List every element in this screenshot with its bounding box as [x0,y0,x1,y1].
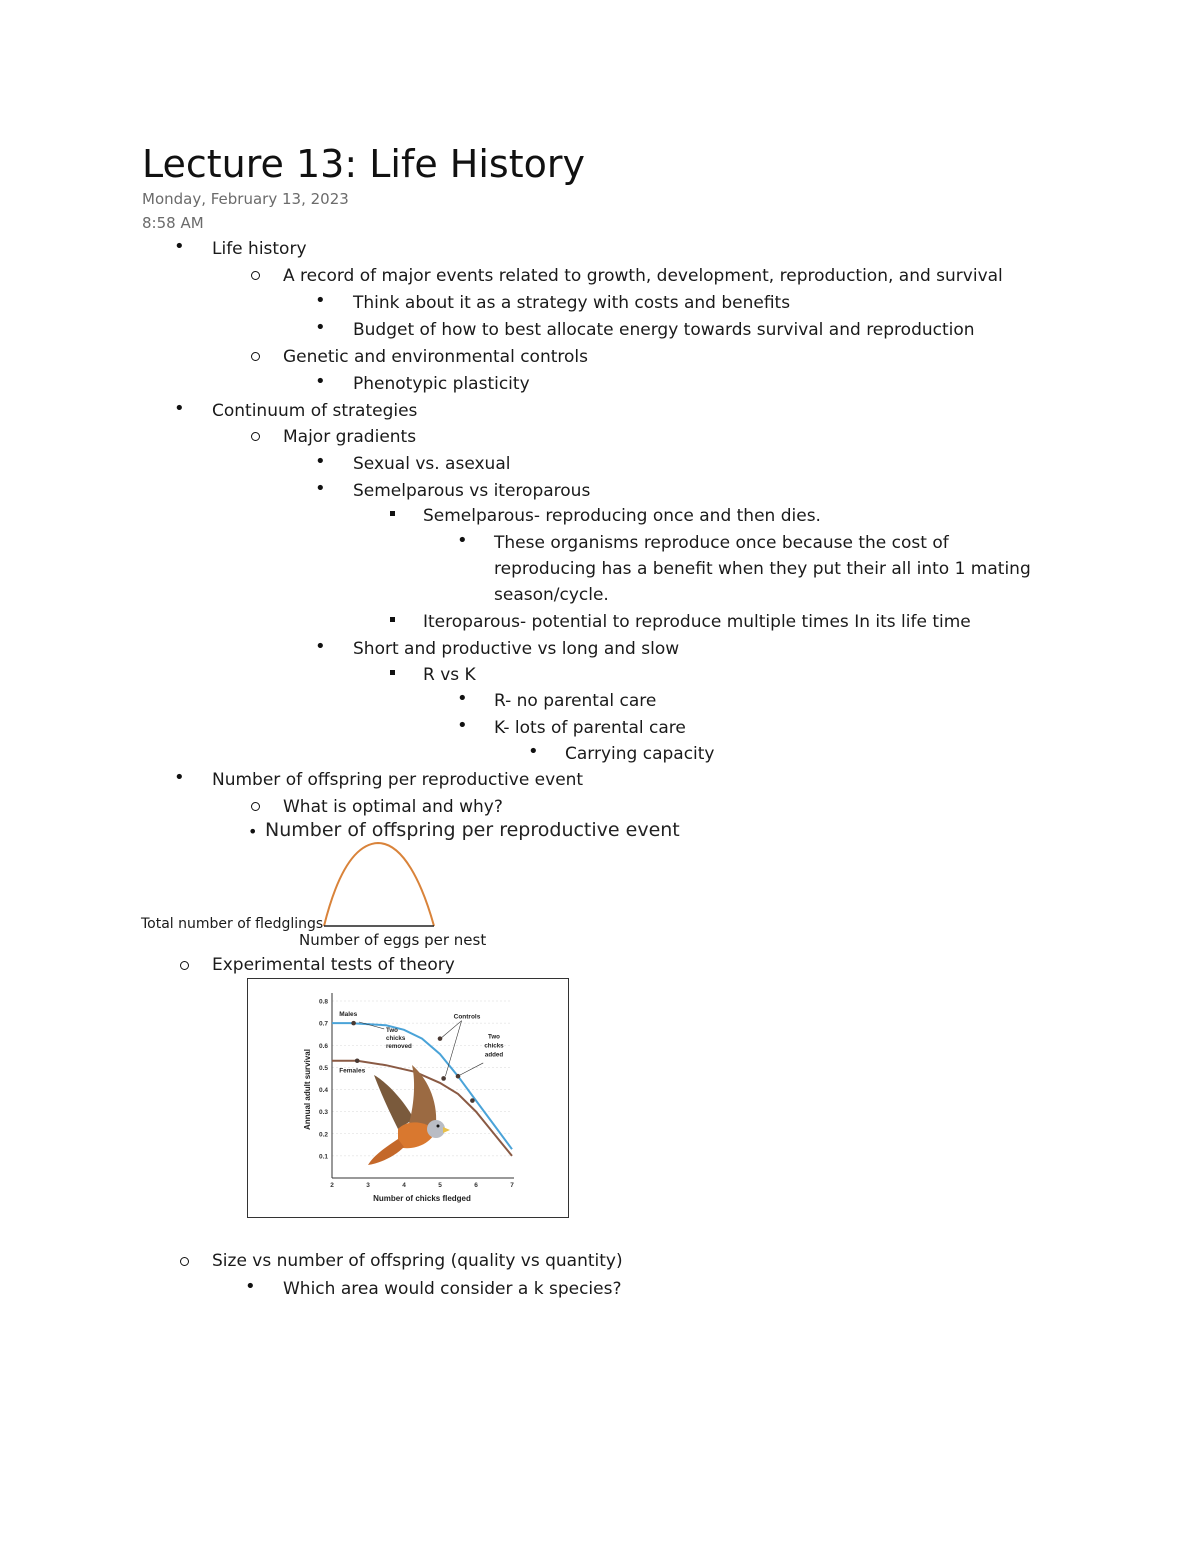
x-tick-label: 2 [330,1182,334,1189]
list-item: Budget of how to best allocate energy towards survival and reproduction [353,320,975,340]
y-tick-label: 0.2 [318,1131,328,1139]
page-date: Monday, February 13, 2023 [142,190,349,208]
sketch-curve [324,843,434,926]
x-tick-label: 4 [402,1182,406,1189]
page-title: Lecture 13: Life History [142,142,585,186]
bullet-dot: • [315,317,326,338]
bullet-dot: • [457,715,468,736]
bullet-dot: • [528,741,539,762]
bullet-square [390,670,395,675]
bullet-dot: • [457,530,468,551]
label-females: Females [339,1067,366,1075]
bullet-circle [251,271,260,280]
kestrel-tail [368,1139,404,1165]
bullet-dot: • [174,236,185,257]
bullet-circle [180,961,189,970]
list-item: These organisms reproduce once because the cost of [494,533,949,553]
list-item: Major gradients [283,427,417,447]
clutch-size-sketch [318,838,444,934]
bullet-dot: • [315,371,326,392]
bullet-dot: • [245,1276,256,1297]
bullet-dot: • [174,767,185,788]
list-item: Carrying capacity [565,744,715,764]
y-tick-label: 0.3 [318,1109,328,1117]
y-tick-label: 0.6 [318,1042,328,1050]
data-point [456,1074,461,1079]
page-time: 8:58 AM [142,214,204,232]
list-item: Continuum of strategies [212,401,418,421]
list-item: A record of major events related to growth, development, reproduction, and survival [283,266,1003,286]
sketch-y-label: Total number of fledglings [141,916,324,932]
kestrel-eye [437,1125,440,1128]
list-item: Phenotypic plasticity [353,374,530,394]
list-item: What is optimal and why? [283,797,503,817]
sketch-x-label: Number of eggs per nest [299,931,487,949]
annotation-leader [460,1063,483,1075]
list-item: Think about it as a strategy with costs and benefits [353,293,791,313]
bullet-dot: • [174,398,185,419]
label-chicks-added: chicks [484,1042,504,1050]
list-item: Size vs number of offspring (quality vs quantity) [212,1251,623,1271]
x-tick-label: 5 [438,1182,442,1189]
list-item: Which area would consider a k species? [283,1279,622,1299]
data-point [470,1098,475,1103]
list-item: Semelparous vs iteroparous [353,481,591,501]
label-controls: Controls [453,1013,481,1021]
sketch-bullet-text: Number of offspring per reproductive event [265,819,680,841]
x-axis-label: Number of chicks fledged [373,1194,471,1203]
bullet-dot: • [248,822,258,841]
bullet-dot: • [315,290,326,311]
x-tick-label: 3 [366,1182,370,1189]
bullet-circle [251,802,260,811]
list-item: reproducing has a benefit when they put their all into 1 mating [494,559,1031,579]
list-item: season/cycle. [494,585,609,605]
list-item: Iteroparous- potential to reproduce multiple times In its life time [423,612,971,632]
list-item: R- no parental care [494,691,657,711]
list-item: K- lots of parental care [494,718,686,738]
bullet-dot: • [315,636,326,657]
y-tick-label: 0.5 [318,1064,328,1072]
list-item: Number of offspring per reproductive event [212,770,584,790]
kestrel-illustration [368,1065,450,1165]
data-point [441,1076,446,1081]
annotation-leader [445,1021,461,1077]
list-item: Semelparous- reproducing once and then dies. [423,506,821,526]
data-point [438,1036,443,1041]
bullet-circle [180,1257,189,1266]
list-item: Life history [212,239,307,259]
x-tick-label: 7 [510,1182,514,1189]
list-item: R vs K [423,665,476,685]
label-males: Males [339,1011,358,1019]
y-tick-label: 0.4 [318,1087,328,1094]
kestrel-wing-back [374,1075,414,1129]
label-chicks-removed: chicks [386,1034,406,1042]
kestrel-head [427,1120,445,1138]
list-item: Genetic and environmental controls [283,347,588,367]
y-tick-label: 0.8 [318,998,328,1006]
y-axis-label: Annual adult survival [303,1049,312,1130]
data-point [351,1021,356,1026]
y-tick-label: 0.1 [318,1153,328,1161]
bullet-circle [251,352,260,361]
survival-chart [248,979,568,1217]
bullet-dot: • [315,451,326,472]
x-tick-label: 6 [474,1182,478,1189]
bullet-square [390,617,395,622]
list-item: Short and productive vs long and slow [353,639,680,659]
label-chicks-added: added [484,1051,504,1059]
bullet-square [390,511,395,516]
label-chicks-removed: Two [386,1026,398,1034]
bullet-dot: • [457,688,468,709]
label-chicks-removed: removed [386,1042,412,1050]
data-point [355,1058,360,1063]
list-item: Sexual vs. asexual [353,454,511,474]
bullet-circle [251,432,260,441]
kestrel-beak [443,1127,450,1133]
bullet-dot: • [315,478,326,499]
list-item: Experimental tests of theory [212,955,455,975]
label-chicks-added: Two [488,1033,500,1041]
y-tick-label: 0.7 [318,1020,328,1028]
